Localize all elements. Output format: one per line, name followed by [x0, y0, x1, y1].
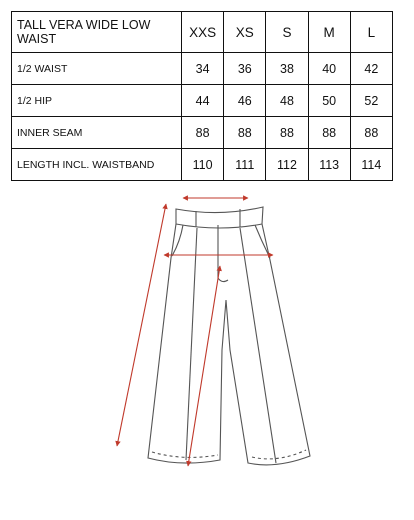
measurement-value: 113 [308, 149, 350, 181]
measurement-value: 88 [350, 117, 392, 149]
measurement-value: 114 [350, 149, 392, 181]
row-label: 1/2 HIP [12, 85, 182, 117]
size-header: L [350, 12, 392, 53]
product-title: TALL VERA WIDE LOW WAIST [12, 12, 182, 53]
measurement-value: 40 [308, 53, 350, 85]
measurement-value: 36 [224, 53, 266, 85]
measurement-value: 50 [308, 85, 350, 117]
measurement-value: 46 [224, 85, 266, 117]
measurement-value: 34 [182, 53, 224, 85]
size-header-row [12, 12, 393, 53]
measurement-row [12, 149, 393, 181]
size-header: S [266, 12, 308, 53]
row-label: INNER SEAM [12, 117, 182, 149]
measurement-value: 38 [266, 53, 308, 85]
measurement-value: 44 [182, 85, 224, 117]
trousers-outline [148, 207, 310, 465]
measurement-value: 88 [308, 117, 350, 149]
size-header: M [308, 12, 350, 53]
measurement-value: 48 [266, 85, 308, 117]
trousers-measurement-diagram-icon [0, 180, 414, 480]
measurement-value: 88 [182, 117, 224, 149]
measurement-value: 42 [350, 53, 392, 85]
measurement-lines [117, 198, 273, 466]
row-label: 1/2 WAIST [12, 53, 182, 85]
measurement-row [12, 117, 393, 149]
measurement-row [12, 53, 393, 85]
measurement-value: 52 [350, 85, 392, 117]
inner-seam-measure-line [188, 266, 220, 466]
length-measure-line [117, 204, 166, 446]
measurement-value: 88 [224, 117, 266, 149]
row-label: LENGTH INCL. WAISTBAND [12, 149, 182, 181]
measurement-row [12, 85, 393, 117]
measurement-value: 110 [182, 149, 224, 181]
size-chart-table [11, 11, 393, 181]
measurement-value: 111 [224, 149, 266, 181]
size-header: XXS [182, 12, 224, 53]
size-header: XS [224, 12, 266, 53]
measurement-value: 88 [266, 117, 308, 149]
measurement-value: 112 [266, 149, 308, 181]
